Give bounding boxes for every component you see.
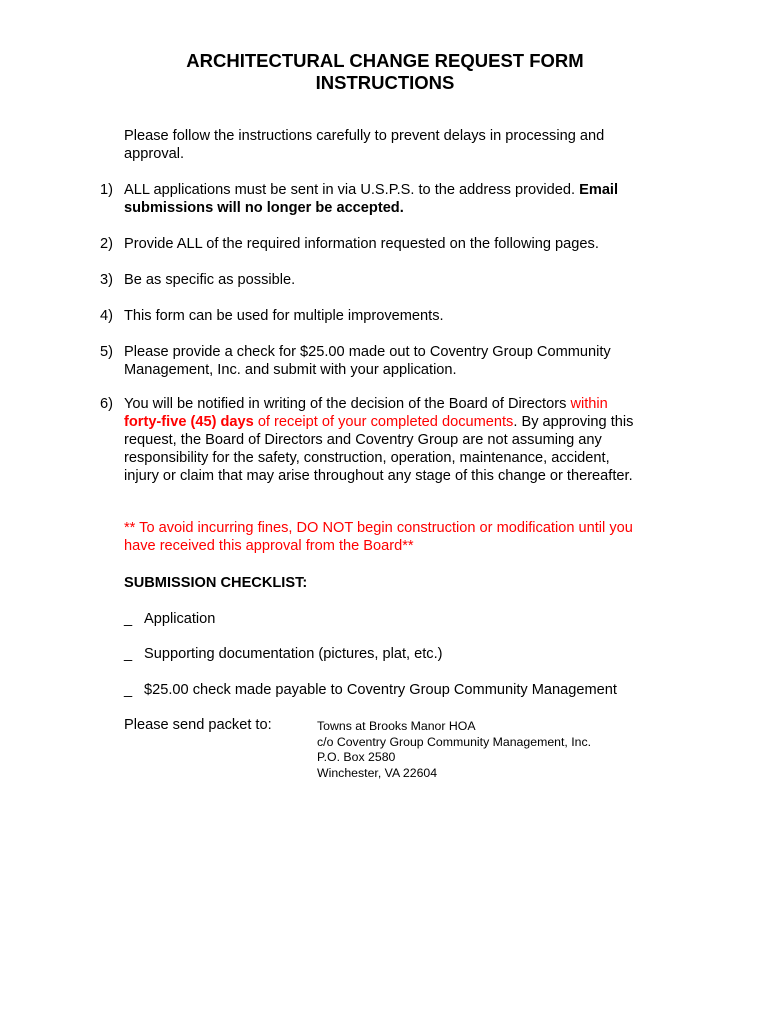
instruction-item-4 [100, 307, 645, 325]
checklist-heading: SUBMISSION CHECKLIST: [124, 575, 308, 591]
intro-paragraph: Please follow the instructions carefully to prevent delays in processing and approval. [124, 128, 605, 162]
checklist-item-documentation [124, 645, 664, 663]
checkbox-blank: _ [124, 646, 133, 662]
checklist-item-label: Application [144, 611, 216, 627]
email-warning-text: Email submissions will no longer be accepted. [124, 182, 619, 216]
item-text-part-1: You will be notified in writing of the decision of the Board of Directors [124, 396, 571, 412]
item-number: 1) [100, 182, 113, 198]
item-text-part-2: . By approving this request, the Board of Directors and Coventry Group are not assuming any responsibility for the safety, construction, operation, maintenance, accident, injury or claim that may arise throughout any stage of this change or thereafter. [124, 414, 634, 484]
item-number: 4) [100, 308, 113, 324]
within-text: within [570, 396, 608, 412]
address-line-4: Winchester, VA 22604 [317, 765, 438, 780]
fines-warning: ** To avoid incurring fines, DO NOT begin construction or modification until you have received this approval from the Board** [124, 520, 633, 554]
item-text: Be as specific as possible. [124, 272, 296, 288]
item-number: 6) [100, 396, 113, 412]
checklist-item-application [124, 610, 664, 628]
receipt-text: of receipt of your completed documents [253, 414, 514, 430]
item-text-plain: ALL applications must be sent in via U.S.P.S. to the address provided. [124, 182, 580, 198]
checklist-item-label: $25.00 check made payable to Coventry Group Community Management [144, 682, 617, 698]
item-number: 5) [100, 344, 113, 360]
instruction-item-3 [100, 271, 645, 289]
checkbox-blank: _ [124, 611, 133, 627]
checkbox-blank: _ [124, 682, 133, 698]
title-line-1: ARCHITECTURAL CHANGE REQUEST FORM [186, 50, 584, 71]
mailing-address [317, 719, 591, 781]
deadline-text: forty-five (45) days [124, 414, 254, 430]
page-title [0, 50, 770, 94]
address-line-2: c/o Coventry Group Community Management, Inc. [317, 734, 592, 749]
address-line-1: Towns at Brooks Manor HOA [317, 719, 476, 733]
item-text [124, 181, 645, 217]
item-number: 3) [100, 272, 113, 288]
title-line-2: INSTRUCTIONS [315, 72, 455, 93]
item-text: Provide ALL of the required information requested on the following pages. [124, 236, 599, 252]
item-text: This form can be used for multiple improvements. [124, 308, 444, 324]
item-text: Please provide a check for $25.00 made out to Coventry Group Community Management, Inc. and submit with your application. [124, 344, 611, 378]
item-text [124, 395, 645, 485]
checklist-item-check [124, 681, 664, 699]
instruction-item-1 [100, 181, 645, 217]
instruction-item-6 [100, 395, 645, 485]
item-number: 2) [100, 236, 113, 252]
checklist-item-label: Supporting documentation (pictures, plat, etc.) [144, 646, 443, 662]
address-line-3: P.O. Box 2580 [317, 750, 396, 764]
instruction-item-2 [100, 235, 645, 253]
send-packet-label: Please send packet to: [124, 717, 272, 733]
instruction-item-5 [100, 343, 645, 379]
